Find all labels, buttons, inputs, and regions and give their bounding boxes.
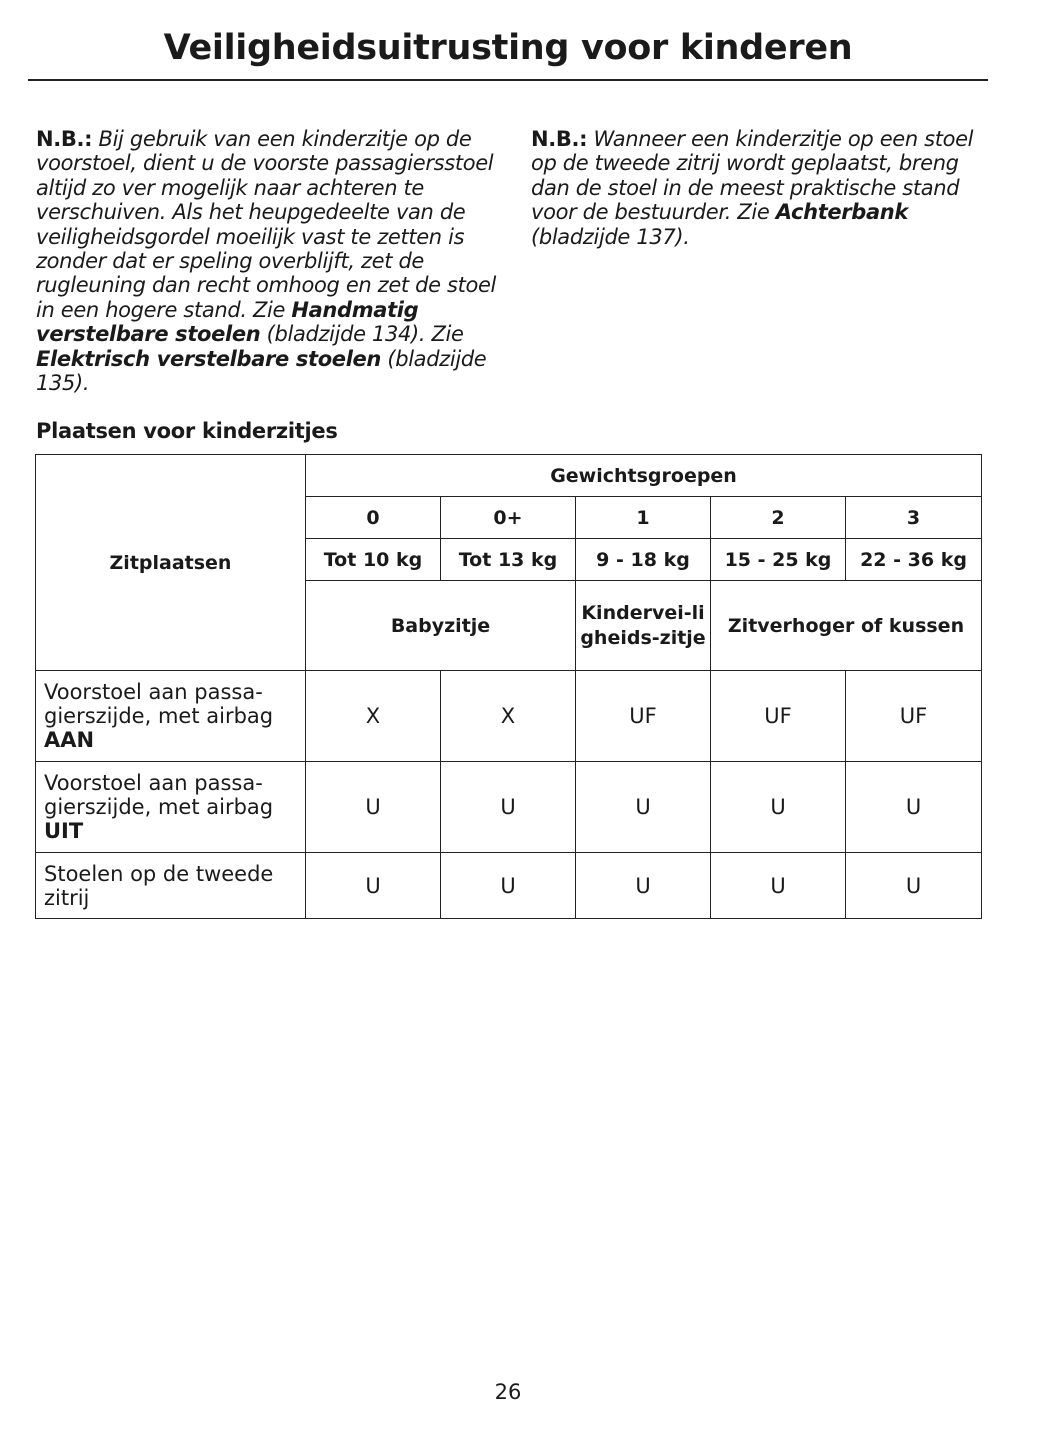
note-label: N.B.: (36, 127, 93, 151)
value-cell: U (441, 853, 576, 919)
table-header-row (36, 455, 982, 497)
table-row (36, 853, 982, 919)
value-cell: UF (846, 671, 982, 762)
weight-header: Gewichtsgroepen (306, 455, 982, 497)
group-cell: 1 (576, 497, 711, 539)
link-handmatig-verstelbare-stoelen[interactable]: Handmatig verstelbare stoelen (36, 297, 419, 347)
seat-cell (36, 853, 306, 919)
value-cell: U (711, 853, 846, 919)
weight-cell: 22 - 36 kg (846, 539, 982, 581)
weight-cell: 9 - 18 kg (576, 539, 711, 581)
value-cell: U (441, 762, 576, 853)
group-cell: 0 (306, 497, 441, 539)
table-row (36, 762, 982, 853)
value-cell: X (306, 671, 441, 762)
value-cell: U (576, 762, 711, 853)
seat-header: Zitplaatsen (36, 455, 306, 671)
note-text: (bladzijde 135). (36, 346, 487, 396)
title-divider (28, 79, 988, 81)
value-cell: U (306, 762, 441, 853)
section-heading: Plaatsen voor kinderzitjes (36, 419, 338, 443)
note-right (531, 127, 991, 249)
type-baby: Babyzitje (306, 581, 576, 671)
seat-cell (36, 671, 306, 762)
weight-cell: Tot 13 kg (441, 539, 576, 581)
weight-cell: Tot 10 kg (306, 539, 441, 581)
value-cell: U (711, 762, 846, 853)
note-text: (bladzijde 137). (531, 224, 690, 249)
link-achterbank[interactable]: Achterbank (775, 200, 909, 225)
note-text: Wanneer een kinderzitje op een stoel op de tweede zitrij wordt geplaatst, breng dan de stoel in de meest praktische stand voor de bestuurder. Zie (531, 127, 974, 225)
group-cell: 3 (846, 497, 982, 539)
group-cell: 2 (711, 497, 846, 539)
airbag-state: AAN (44, 728, 95, 752)
note-left (36, 127, 498, 395)
note-label: N.B.: (531, 127, 588, 151)
type-child: Kindervei-ligheids-zitje (576, 581, 711, 671)
note-text: (bladzijde 134). Zie (260, 322, 464, 347)
group-cell: 0+ (441, 497, 576, 539)
value-cell: UF (576, 671, 711, 762)
value-cell: U (306, 853, 441, 919)
type-booster: Zitverhoger of kussen (711, 581, 982, 671)
value-cell: U (846, 853, 982, 919)
value-cell: U (576, 853, 711, 919)
airbag-state: UIT (44, 819, 84, 843)
value-cell: X (441, 671, 576, 762)
seat-label: Stoelen op de tweede zitrij (44, 861, 274, 910)
seat-cell (36, 762, 306, 853)
page-title: Veiligheidsuitrusting voor kinderen (163, 28, 853, 68)
value-cell: UF (711, 671, 846, 762)
table-row (36, 671, 982, 762)
page-number: 26 (494, 1380, 522, 1404)
child-seat-table (35, 454, 982, 919)
note-text: Bij gebruik van een kinderzitje op de voorstoel, dient u de voorste passagiersstoel altijd zo ver mogelijk naar achteren te verschuiven. Als het heupgedeelte van de veiligheidsgordel moeilijk vast te zetten is zonder dat er speling overblijft, zet de rugleuning dan recht omhoog en zet de stoel in een hogere stand. Zie (36, 127, 497, 322)
link-elektrisch-verstelbare-stoelen[interactable]: Elektrisch verstelbare stoelen (36, 346, 382, 371)
value-cell: U (846, 762, 982, 853)
seat-label: Voorstoel aan passa-gierszijde, met airbag (44, 771, 274, 819)
weight-cell: 15 - 25 kg (711, 539, 846, 581)
seat-label: Voorstoel aan passa-gierszijde, met airbag (44, 680, 274, 728)
